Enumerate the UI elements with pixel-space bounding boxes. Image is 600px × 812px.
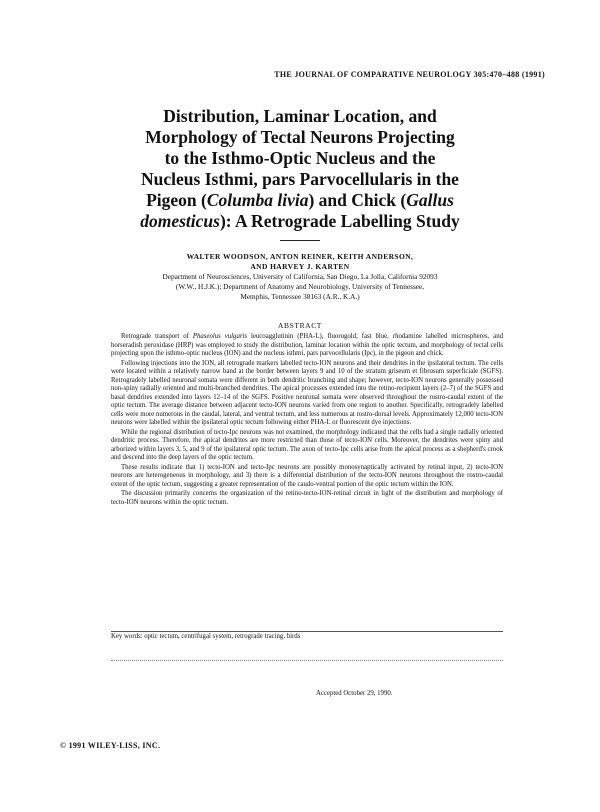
keywords-label: Key words: [111, 633, 143, 640]
species-name-bean: Phaseolus vulgaris [192, 333, 248, 340]
footnote-divider [111, 660, 503, 661]
author-list [60, 252, 540, 272]
title-text: ): A Retrograde Labelling Study [219, 211, 460, 231]
abstract-text: leucoagglutinin (PHA-L), fluorogold, fast blue, rhodamine labelled microspheres, and horseradish peroxidase (HRP) was employed to study the distribution, laminar location within the optic tectum, and morphology of tectal cells projecting upon the isthmo-optic nucleus (ION) and the nucleus isthmi, pars parvocellularis (Ipc), in the pigeon and chick. [111, 333, 503, 357]
title-line-5 [60, 190, 540, 211]
abstract-paragraph-4: These results indicate that 1) tecto-ION and tecto-Ipc neurons are possibly monosynaptically activated by retinal input, 2) tecto-ION neurons are heterogeneous in morphology, and 3) there is a differential distribution of the tecto-ION neurons throughout the rostro-caudal extent of the optic tectum, suggesting a greater representation of the caudo-ventral portion of the optic tectum within the ION. [111, 463, 503, 488]
abstract-paragraph-5: The discussion primarily concerns the organization of the retino-tecto-ION-retinal circuit in light of the distribution and morphology of tecto-ION neurons within the optic tectum. [111, 490, 503, 506]
title-line-3: to the Isthmo-Optic Nucleus and the [164, 148, 436, 168]
copyright-notice: © 1991 WILEY-LISS, INC. [60, 741, 161, 750]
abstract-text: Retrograde transport of [121, 333, 193, 340]
title-line-2: Morphology of Tectal Neurons Projecting [145, 127, 455, 147]
title-line-1: Distribution, Laminar Location, and [163, 106, 437, 126]
authors-line-2: AND HARVEY J. KARTEN [250, 262, 350, 271]
affiliation-line-3: Memphis, Tennessee 38163 (A.R., K.A.) [240, 292, 360, 301]
title-text: Pigeon ( [146, 190, 207, 210]
abstract-paragraph-1 [111, 333, 503, 359]
title-line-6 [60, 211, 540, 232]
species-name-pigeon: Columba livia [206, 190, 309, 210]
abstract-body [111, 333, 503, 507]
species-name-chick-species: domesticus [140, 211, 220, 231]
affiliation [60, 272, 540, 302]
abstract-paragraph-3: While the regional distribution of tecto-Ipc neurons was not examined, the morphology indicated that the cells had a single radially oriented dendritic process. Therefore, the apical dendrites are more restricted than those of tecto-ION cells. Moreover, the dendrites were spiny and arborized within layers 3, 5, and 9 of the ipsilateral optic tectum. The axon of tecto-Ipc cells arise from the apical process as a shepherd's crook and descend into the deep layers of the optic tectum. [111, 428, 503, 461]
species-name-chick-genus: Gallus [406, 190, 454, 210]
abstract-paragraph-2: Following injections into the ION, all retrograde markers labelled tecto-ION neurons and their dendrites in the ipsilateral tectum. The cells were located within a relatively narrow band at the border between layers 9 and 10 of the stratum griseum et fibrosum superficiale (SGFS). Retrogradely labelled neuronal somata were different in both dendritic branching and shape; however, tecto-ION neurons generally possessed non-spiny radially oriented and multi-branched dendrites. The apical processes extended into the retino-recipient layers (2–7) of the SGFS and basal dendrites extended into layers 12–14 of the SGFS. Positive neuronal somata were observed throughout the rostro-caudal extent of the optic tectum. The average distance between adjacent tecto-ION neurons varied from one region to another. Specifically, retrogradely labelled cells were more numerous in the caudal, lateral, and ventral tectum, and less numerous at rostro-dorsal levels. Approximately 12,000 tecto-ION neurons were labelled within the ipsilateral optic tectum following either PHA-L or fluorescent dye injections. [111, 359, 503, 426]
running-head: THE JOURNAL OF COMPARATIVE NEUROLOGY 305:470–488 (1991) [274, 70, 545, 79]
article-title [60, 106, 540, 232]
title-line-4: Nucleus Isthmi, pars Parvocellularis in the [141, 169, 459, 189]
title-text: ) and Chick ( [308, 190, 407, 210]
affiliation-line-2: (W.W., H.J.K.); Department of Anatomy and Neurobiology, University of Tennessee, [175, 282, 425, 291]
affiliation-line-1: Department of Neurosciences, University of California, San Diego, La Jolla, California 92093 [162, 272, 438, 281]
accepted-date: Accepted October 29, 1990. [316, 690, 393, 697]
authors-line-1: WALTER WOODSON, ANTON REINER, KEITH ANDERSON, [186, 252, 414, 261]
abstract-heading: ABSTRACT [278, 321, 322, 330]
title-divider [280, 240, 320, 241]
keywords [111, 633, 503, 640]
abstract-divider [111, 631, 503, 632]
keywords-text: optic tectum, centrifugal system, retrograde tracing, birds [144, 633, 301, 640]
